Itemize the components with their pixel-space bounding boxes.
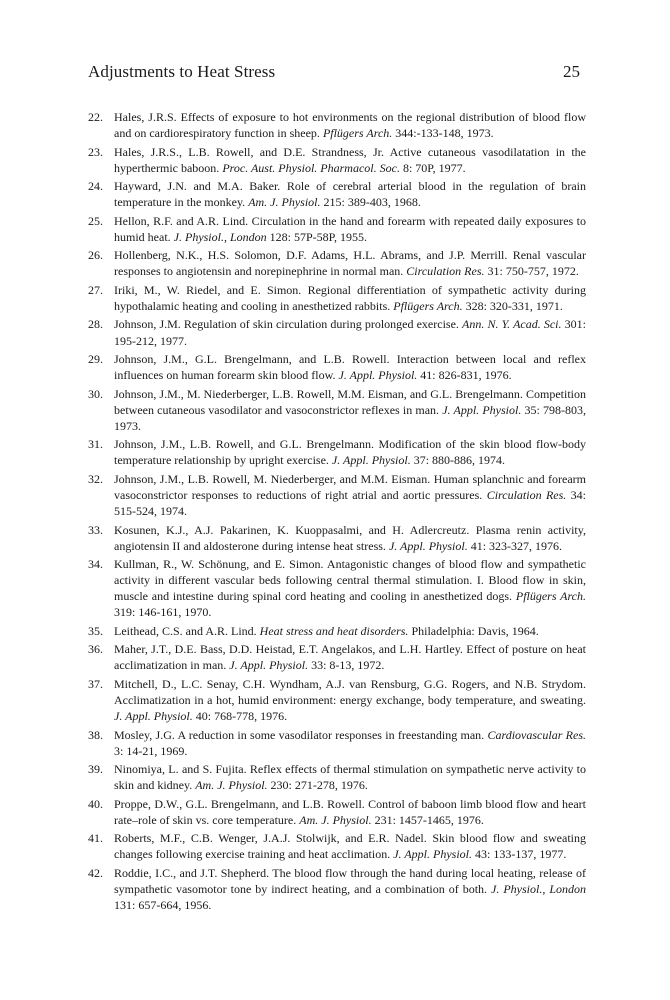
reference-entry bbox=[88, 865, 586, 913]
reference-text bbox=[114, 728, 586, 758]
reference-number: 23. bbox=[88, 144, 103, 159]
reference-text bbox=[114, 472, 586, 518]
reference-number: 25. bbox=[88, 213, 103, 228]
reference-entry bbox=[88, 351, 586, 383]
reference-citation: 31: 750-757, 1972. bbox=[484, 264, 579, 279]
reference-entry bbox=[88, 436, 586, 468]
reference-entry bbox=[88, 641, 586, 673]
reference-citation: 37: 880-886, 1974. bbox=[410, 453, 506, 468]
reference-citation: 231: 1457-1465, 1976. bbox=[371, 812, 484, 827]
reference-entry bbox=[88, 676, 586, 724]
reference-body: Hellon, R.F. and A.R. Lind. Circulation in the hand and forearm with repeated daily exposures to humid heat. bbox=[114, 213, 586, 244]
reference-citation: 35: 798-803, 1973. bbox=[114, 402, 586, 433]
reference-number: 24. bbox=[88, 179, 103, 194]
reference-text bbox=[114, 145, 586, 175]
reference-number: 36. bbox=[88, 642, 103, 657]
reference-body: Ninomiya, L. and S. Fujita. Reflex effects of thermal stimulation on sympathetic nerve activity to skin and kidney. bbox=[114, 762, 586, 793]
reference-citation: 344:-133-148, 1973. bbox=[392, 126, 494, 141]
reference-entry bbox=[88, 796, 586, 828]
reference-number: 27. bbox=[88, 282, 103, 297]
reference-body: Hales, J.R.S., L.B. Rowell, and D.E. Strandness, Jr. Active cutaneous vasodilatation in the hyperthermic baboon. bbox=[114, 144, 586, 175]
reference-journal: Am. J. Physiol. bbox=[299, 812, 372, 827]
running-title: Adjustments to Heat Stress bbox=[88, 62, 276, 81]
reference-text bbox=[114, 866, 586, 912]
reference-journal: Pflügers Arch. bbox=[322, 126, 393, 141]
reference-body: Hayward, J.N. and M.A. Baker. Role of cerebral arterial blood in the regulation of brain temperature in the monkey. bbox=[114, 179, 586, 210]
reference-journal: Pflügers Arch. bbox=[393, 298, 463, 313]
reference-text bbox=[114, 387, 586, 433]
reference-number: 34. bbox=[88, 557, 103, 572]
reference-text bbox=[114, 317, 586, 347]
reference-text bbox=[114, 642, 586, 672]
reference-number: 30. bbox=[88, 386, 103, 401]
reference-entry bbox=[88, 386, 586, 434]
reference-journal: Circulation Res. bbox=[486, 487, 567, 502]
reference-citation: 34: 515-524, 1974. bbox=[114, 487, 587, 519]
reference-journal: J. Physiol., London bbox=[491, 882, 587, 897]
reference-text bbox=[114, 677, 586, 723]
reference-citation: 33: 8-13, 1972. bbox=[308, 658, 385, 673]
reference-body: Johnson, J.M., L.B. Rowell, M. Niederberger, and M.M. Eisman. Human splanchnic and forearm vasoconstrictor responses to reductions of right atrial and aortic pressures. bbox=[114, 471, 586, 502]
reference-entry bbox=[88, 247, 586, 279]
reference-citation: 128: 57P-58P, 1955. bbox=[266, 229, 368, 244]
reference-text bbox=[114, 437, 586, 467]
reference-entry bbox=[88, 471, 586, 519]
reference-journal: J. Physiol., London bbox=[173, 229, 267, 244]
reference-body: Roberts, M.F., C.B. Wenger, J.A.J. Stolwijk, and E.R. Nadel. Skin blood flow and sweating changes following exercise training and heat acclimation. bbox=[114, 831, 586, 862]
reference-text bbox=[114, 110, 586, 140]
reference-citation: 3: 14-21, 1969. bbox=[114, 743, 188, 758]
reference-journal: Pflügers Arch. bbox=[515, 589, 586, 604]
reference-entry bbox=[88, 178, 586, 210]
reference-citation: 41: 826-831, 1976. bbox=[417, 368, 512, 383]
page-number: 25 bbox=[563, 62, 580, 81]
reference-citation: 301: 195-212, 1977. bbox=[114, 317, 586, 348]
reference-entry bbox=[88, 761, 586, 793]
reference-entry bbox=[88, 727, 586, 759]
reference-entry bbox=[88, 830, 586, 862]
reference-citation: 131: 657-664, 1956. bbox=[114, 898, 212, 913]
reference-list bbox=[88, 109, 586, 916]
reference-entry bbox=[88, 556, 586, 620]
reference-number: 33. bbox=[88, 522, 103, 537]
reference-number: 41. bbox=[88, 831, 103, 846]
reference-journal: Am. J. Physiol. bbox=[248, 195, 321, 210]
reference-journal: J. Appl. Physiol. bbox=[331, 453, 411, 468]
reference-entry bbox=[88, 144, 586, 176]
reference-citation: Philadelphia: Davis, 1964. bbox=[408, 623, 539, 638]
reference-number: 26. bbox=[88, 248, 103, 263]
reference-entry bbox=[88, 109, 586, 141]
reference-number: 38. bbox=[88, 727, 103, 742]
reference-citation: 43: 133-137, 1977. bbox=[472, 847, 567, 862]
reference-journal: Cardiovascular Res. bbox=[487, 727, 586, 742]
reference-body: Johnson, J.M., L.B. Rowell, and G.L. Brengelmann. Modification of the skin blood flow-body temperature relationship by upright exercise. bbox=[114, 437, 586, 468]
reference-citation: 8: 70P, 1977. bbox=[399, 160, 466, 175]
reference-number: 35. bbox=[88, 623, 103, 638]
reference-body: Mosley, J.G. A reduction in some vasodilator responses in freestanding man. bbox=[114, 727, 488, 742]
reference-body: Kosunen, K.J., A.J. Pakarinen, K. Kuoppasalmi, and H. Adlercreutz. Plasma renin activity, angiotensin II and aldosterone during intense heat stress. bbox=[114, 522, 586, 553]
reference-number: 32. bbox=[88, 471, 103, 486]
reference-body: Maher, J.T., D.E. Bass, D.D. Heistad, E.T. Angelakos, and L.H. Hartley. Effect of posture on heat acclimatization in man. bbox=[114, 642, 586, 673]
reference-citation: 230: 271-278, 1976. bbox=[267, 778, 368, 793]
reference-text bbox=[114, 283, 586, 313]
reference-journal: J. Appl. Physiol. bbox=[393, 847, 473, 862]
reference-citation: 215: 389-403, 1968. bbox=[320, 195, 421, 210]
reference-citation: 328: 320-331, 1971. bbox=[462, 298, 563, 313]
reference-number: 31. bbox=[88, 437, 103, 452]
reference-number: 40. bbox=[88, 796, 103, 811]
reference-text bbox=[114, 214, 586, 244]
reference-body: Mitchell, D., L.C. Senay, C.H. Wyndham, A.J. van Rensburg, G.G. Rogers, and N.B. Strydom. Acclimatization in a hot, humid environment: energy exchange, body temperature, and sweating. bbox=[114, 676, 586, 708]
reference-number: 42. bbox=[88, 865, 103, 880]
reference-citation: 40: 768-778, 1976. bbox=[192, 709, 288, 724]
reference-body: Johnson, J.M., M. Niederberger, L.B. Rowell, M.M. Eisman, and G.L. Brengelmann. Competition between cutaneous vasodilator and vasoconstrictor reflexes in man. bbox=[114, 386, 586, 417]
reference-journal: Proc. Aust. Physiol. Pharmacol. Soc. bbox=[222, 160, 400, 175]
reference-entry bbox=[88, 522, 586, 554]
reference-text bbox=[114, 352, 586, 382]
page-header bbox=[88, 62, 580, 86]
reference-body: Johnson, J.M. Regulation of skin circulation during prolonged exercise. bbox=[114, 317, 463, 332]
reference-number: 28. bbox=[88, 317, 103, 332]
reference-journal: J. Appl. Physiol. bbox=[229, 658, 309, 673]
reference-body: Hales, J.R.S. Effects of exposure to hot environments on the regional distribution of blood flow and on cardiorespiratory function in sheep. bbox=[114, 110, 586, 141]
reference-text bbox=[114, 557, 586, 619]
reference-text bbox=[114, 797, 586, 827]
reference-journal: Ann. N. Y. Acad. Sci. bbox=[462, 317, 562, 332]
reference-journal: J. Appl. Physiol. bbox=[114, 709, 193, 724]
reference-body: Roddie, I.C., and J.T. Shepherd. The blood flow through the hand during local heating, release of sympathetic vasomotor tone by indirect heating, and a combination of both. bbox=[114, 865, 586, 897]
reference-citation: 319: 146-161, 1970. bbox=[114, 605, 212, 620]
reference-journal: J. Appl. Physiol. bbox=[338, 368, 418, 383]
reference-entry bbox=[88, 213, 586, 245]
reference-entry bbox=[88, 623, 586, 639]
reference-body: Johnson, J.M., G.L. Brengelmann, and L.B. Rowell. Interaction between local and reflex influences on human forearm skin blood flow. bbox=[114, 352, 586, 383]
reference-body: Kullman, R., W. Schönung, and E. Simon. Antagonistic changes of blood flow and sympathetic activity in different vascular beds following central thermal stimulation. I. Blood flow in skin, muscle and intestine during spinal cord heating and cooling in anesthetized dogs. bbox=[114, 557, 586, 604]
reference-text bbox=[114, 179, 586, 209]
reference-number: 22. bbox=[88, 110, 103, 124]
reference-text bbox=[114, 831, 586, 861]
reference-entry bbox=[88, 316, 586, 348]
reference-body: Proppe, D.W., G.L. Brengelmann, and L.B. Rowell. Control of baboon limb blood flow and heart rate–role of skin vs. core temperature. bbox=[114, 796, 586, 827]
reference-number: 37. bbox=[88, 676, 103, 691]
reference-journal: Heat stress and heat disorders. bbox=[259, 623, 409, 638]
reference-number: 39. bbox=[88, 762, 103, 777]
reference-text bbox=[114, 248, 586, 278]
reference-journal: J. Appl. Physiol. bbox=[388, 538, 468, 553]
reference-journal: Am. J. Physiol. bbox=[195, 778, 268, 793]
reference-entry bbox=[88, 282, 586, 314]
reference-journal: Circulation Res. bbox=[406, 264, 485, 279]
reference-body: Iriki, M., W. Riedel, and E. Simon. Regional differentiation of sympathetic activity during hypothalamic heating and cooling in anesthetized rabbits. bbox=[114, 282, 586, 313]
reference-body: Leithead, C.S. and A.R. Lind. bbox=[114, 623, 260, 638]
reference-text bbox=[114, 523, 586, 553]
reference-journal: J. Appl. Physiol. bbox=[442, 402, 522, 417]
reference-citation: 41: 323-327, 1976. bbox=[467, 538, 563, 553]
reference-text bbox=[114, 762, 586, 792]
reference-number: 29. bbox=[88, 352, 103, 367]
reference-body: Hollenberg, N.K., H.S. Solomon, D.F. Adams, H.L. Abrams, and J.P. Merrill. Renal vascular responses to angiotensin and norepinephrine in normal man. bbox=[114, 248, 586, 279]
reference-text bbox=[114, 624, 539, 638]
